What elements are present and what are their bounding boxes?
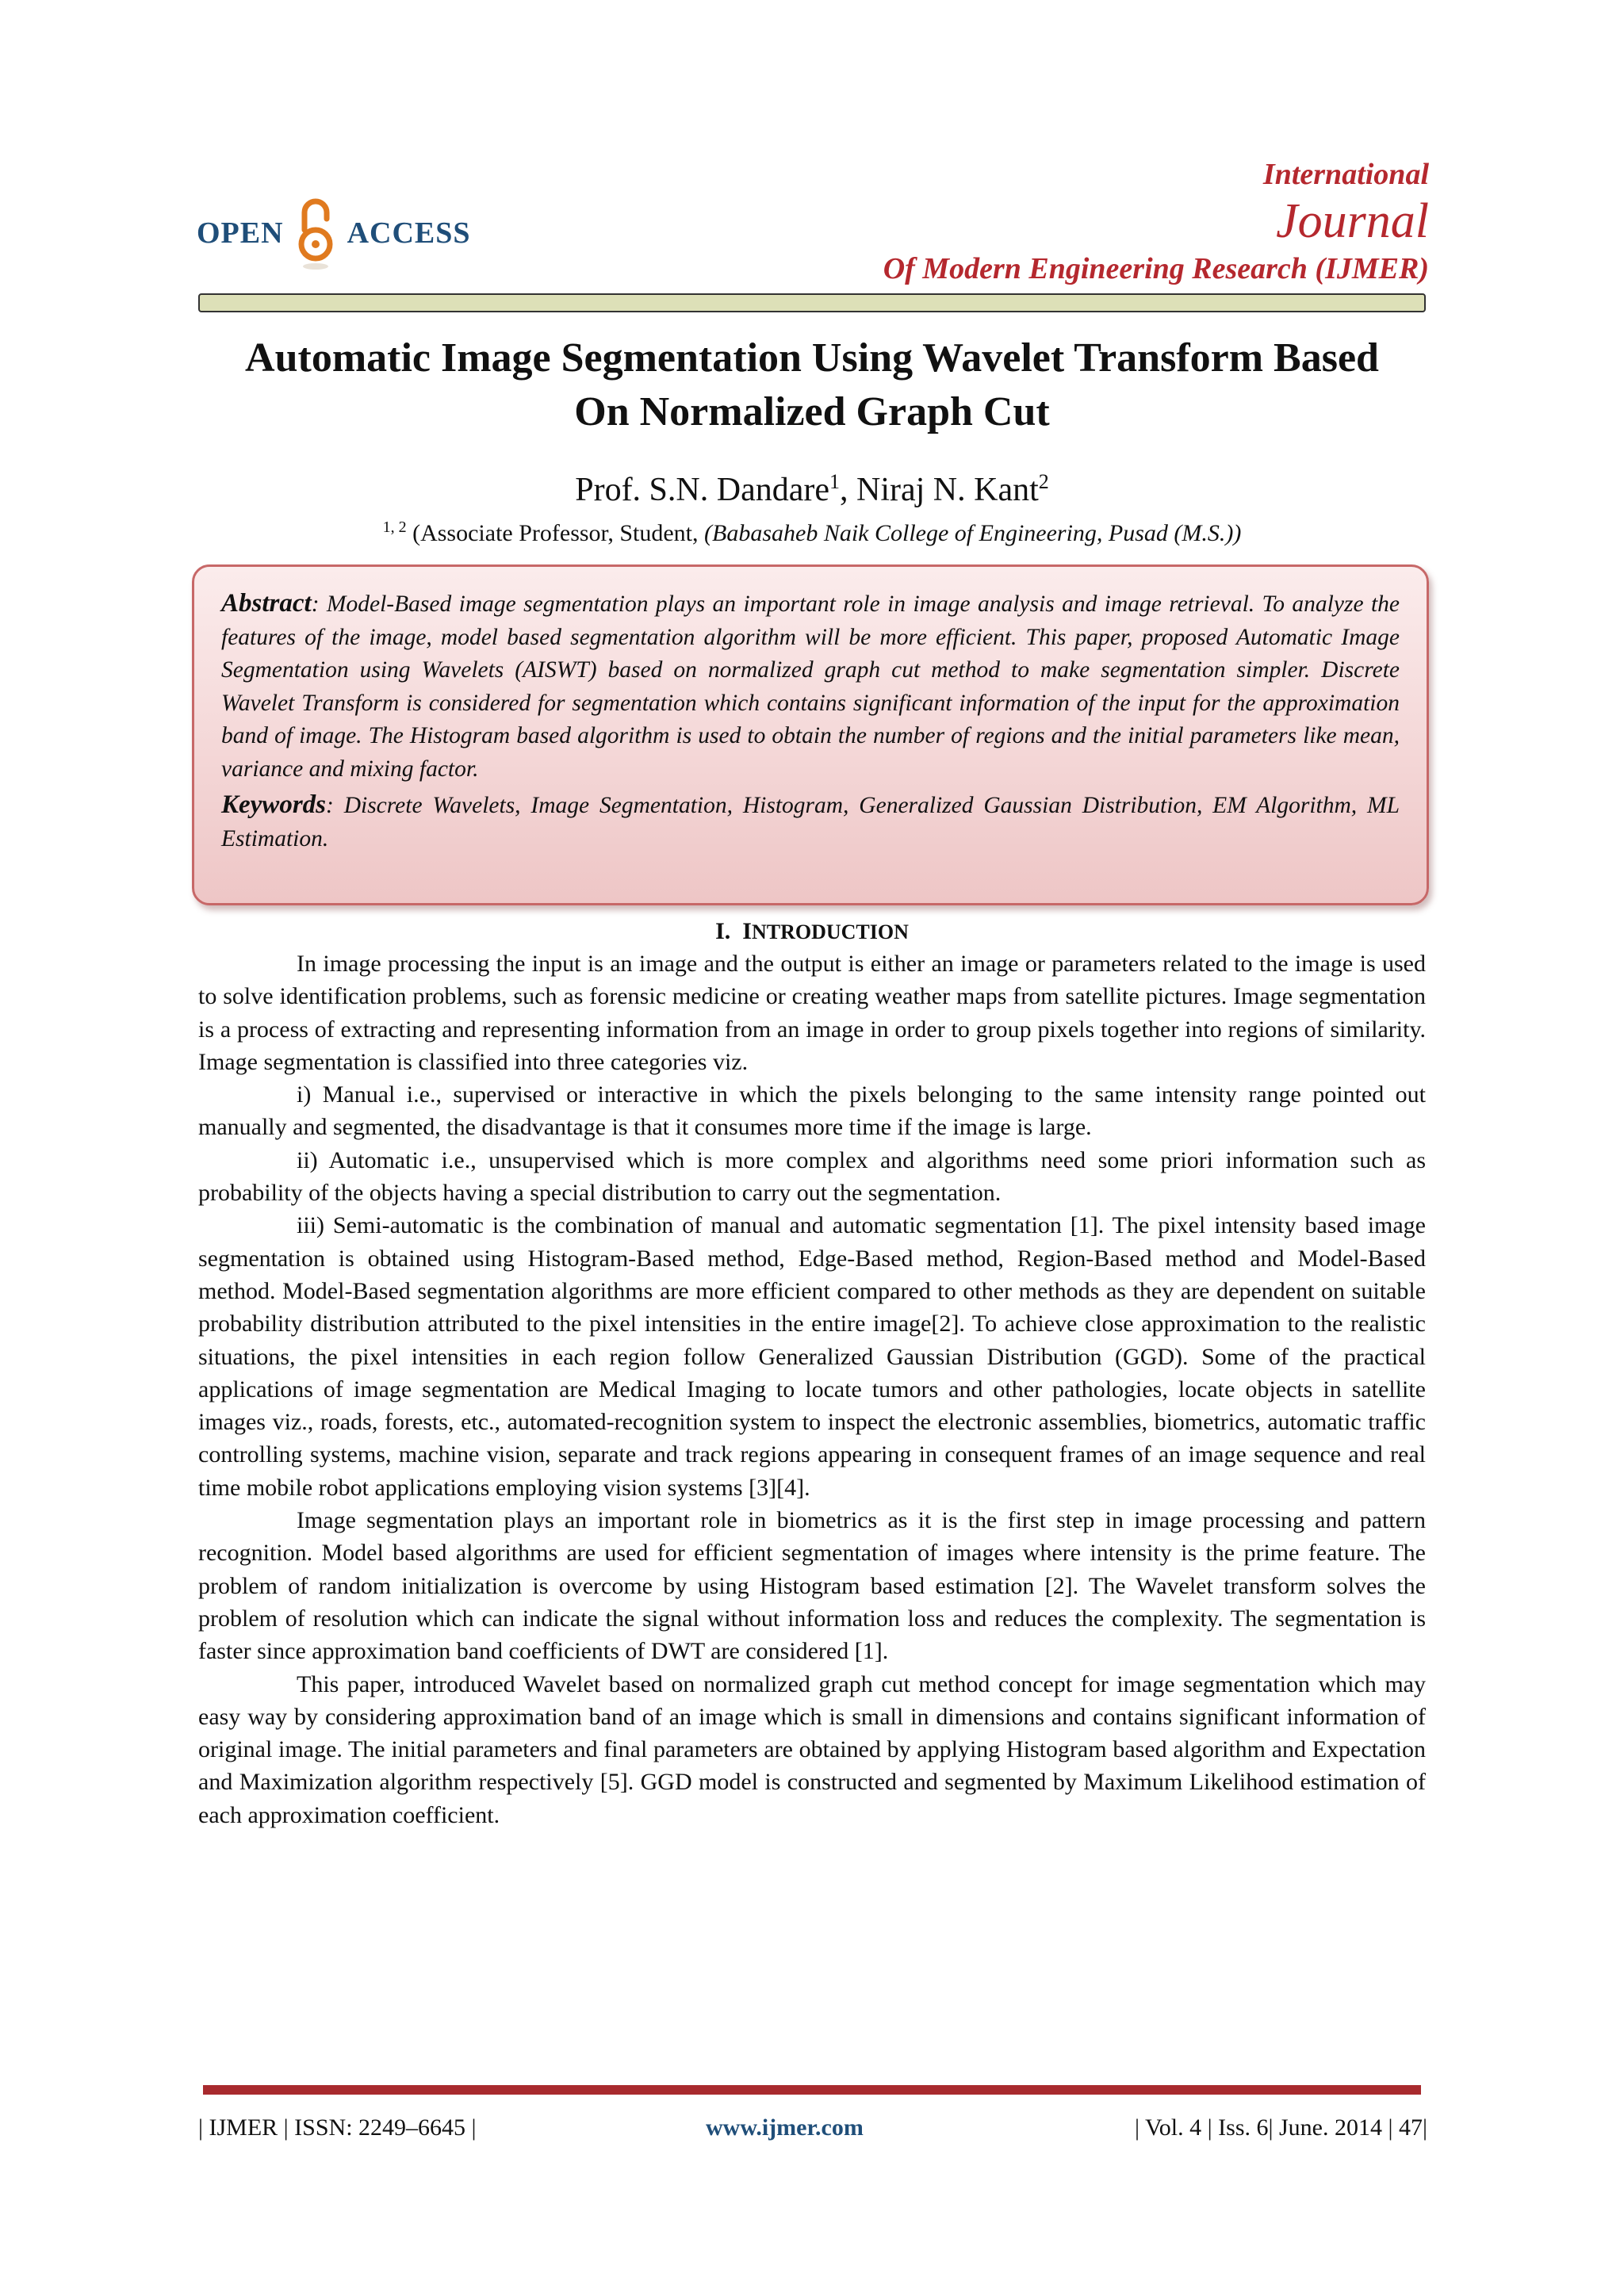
affiliation-roles: (Associate Professor, Student, [406,520,705,546]
section-rest: NTRODUCTION [751,920,909,943]
author-2: Niraj N. Kant [856,472,1039,508]
paper-title [190,331,1434,439]
header-divider-bar [198,293,1426,312]
affiliation-line [190,511,1434,549]
journal-subtitle: Of Modern Engineering Research (IJMER) [883,252,1429,285]
author-2-sup: 2 [1038,470,1049,493]
title-line-1: Automatic Image Segmentation Using Wavelet Transform Based [245,335,1379,381]
abstract-paragraph [221,587,1400,786]
access-word: ACCESS [347,216,471,250]
footer-divider-bar [203,2085,1421,2095]
author-line [190,460,1434,512]
introduction-body [198,947,1426,1831]
keywords-label: Keywords [221,790,326,819]
journal-international: International [1262,158,1429,191]
section-number: I. [715,918,731,944]
page-footer [198,2110,1427,2145]
footer-volume-page: | Vol. 4 | Iss. 6| June. 2014 | 47| [1135,2114,1427,2141]
open-access-lock-icon [297,195,335,271]
body-paragraph-2: i) Manual i.e., supervised or interactive in which the pixels belonging to the same intensity range pointed out manually and segmented, the disadvantage is that it consumes more time if the image is large. [198,1081,1426,1141]
journal-masthead [883,155,1429,289]
body-paragraph-3: ii) Automatic i.e., unsupervised which is more complex and algorithms need some priori information such as probability of the objects having a special distribution to carry out the segmentation. [198,1146,1426,1207]
body-paragraph-6: This paper, introduced Wavelet based on normalized graph cut method concept for image segmentation which may easy way by considering approximation band of an image which is small in dimensions and contains significant information of original image. The initial parameters and final parameters are obtained by applying Histogram based algorithm and Expectation and Maximization algorithm respectively [5]. GGD model is constructed and segmented by Maximum Likelihood estimation of each approximation coefficient. [198,1670,1426,1828]
section-first-letter: I [742,918,752,944]
body-paragraph-1: In image processing the input is an image and the output is either an image or parameters related to the image is used to solve identification problems, such as forensic medicine or creating weather maps from satellite pictures. Image segmentation is a process of extracting and representing information from an image in order to group pixels together into regions of similarity. Image segmentation is classified into three categories viz. [198,951,1426,1075]
body-paragraph-5: Image segmentation plays an important role in biometrics as it is the first step in image processing and pattern recognition. Model based algorithms are used for efficient segmentation of images where intensity is the prime feature. The problem of random initialization is overcome by using Histogram based estimation [2]. The Wavelet transform solves the problem of resolution which can indicate the signal without information loss and reduces the complexity. The segmentation is faster since approximation band coefficients of DWT are considered [1]. [198,1507,1426,1665]
keywords-text: : Discrete Wavelets, Image Segmentation, Histogram, Generalized Gaussian Distribution, EM Algorithm, ML Estimation. [221,793,1400,851]
author-1-sup: 1 [829,470,840,493]
author-1: Prof. S.N. Dandare [575,472,829,508]
keywords-paragraph [221,789,1400,855]
abstract-box [192,564,1429,905]
section-heading-introduction [190,916,1434,948]
journal-word: Journal [1276,194,1429,248]
affiliation-institution: (Babasaheb Naik College of Engineering, Pusad (M.S.)) [704,520,1242,546]
abstract-text: : Model-Based image segmentation plays an important role in image analysis and image retrieval. To analyze the features of the image, model based segmentation algorithm will be more efficient. This paper, proposed Automatic Image Segmentation using Wavelets (AISWT) based on normalized graph cut method to make segmentation simpler. Discrete Wavelet Transform is considered for segmentation which contains significant information of the input for the approximation band of image. The Histogram based algorithm is used to obtain the number of regions and the initial parameters like mean, variance and mixing factor. [221,591,1400,782]
abstract-label: Abstract [221,589,312,618]
footer-issn: | IJMER | ISSN: 2249–6645 | [198,2114,477,2141]
body-paragraph-4: iii) Semi-automatic is the combination of manual and automatic segmentation [1]. The pixel intensity based image segmentation is obtained using Histogram-Based method, Edge-Based method, Region-Based method and Model-Based method. Model-Based segmentation algorithms are more efficient compared to other methods as they are dependent on suitable probability distribution attributed to the pixel intensities in the entire image[2]. To achieve close approximation to the realistic situations, the pixel intensities in each region follow Generalized Gaussian Distribution (GGD). Some of the practical applications of image segmentation are Medical Imaging to locate tumors and other pathologies, locate objects in satellite images viz., roads, forests, etc., automated-recognition system to inspect the electronic assemblies, biometrics, automatic traffic controlling systems, machine vision, separate and track regions appearing in consequent frames of an image sequence and real time mobile robot applications employing vision systems [3][4]. [198,1212,1426,1501]
open-word: OPEN [197,216,284,250]
affiliation-sup: 1, 2 [382,519,407,536]
author-separator: , [839,472,856,508]
footer-website-link[interactable]: www.ijmer.com [706,2114,864,2141]
title-line-2: On Normalized Graph Cut [574,389,1050,434]
open-access-logo [197,195,471,271]
